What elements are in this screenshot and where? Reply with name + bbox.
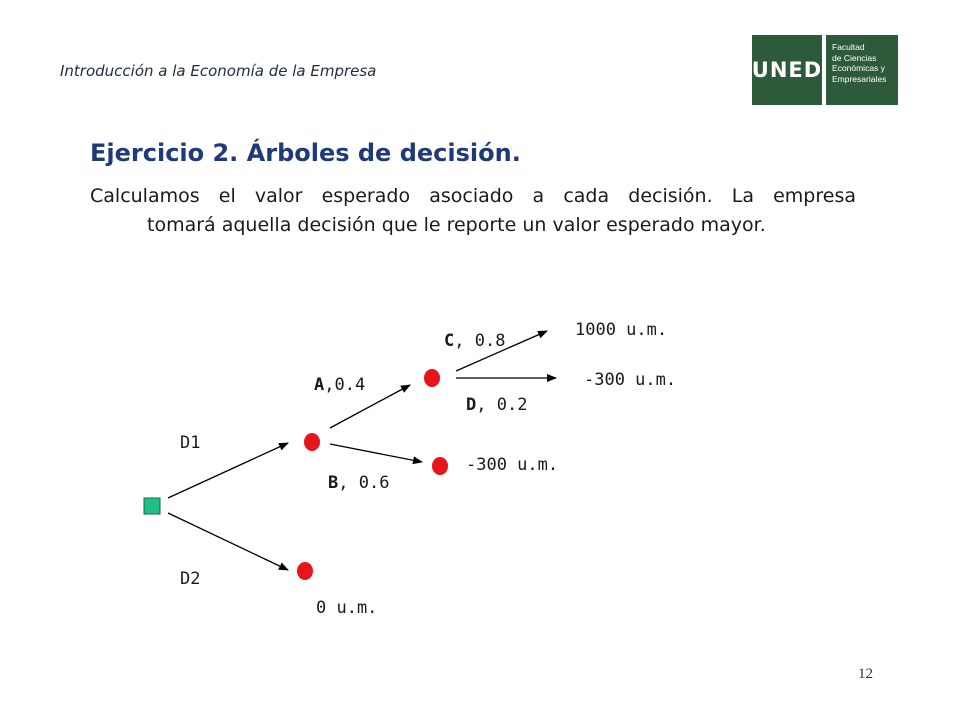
chance-node-c-d [424,369,440,387]
outcome-d: -300 u.m. [584,370,677,390]
terminal-node-b [432,457,448,475]
label-branch-a [314,375,365,395]
outcome-b: -300 u.m. [466,455,559,475]
branch-d-letter: D [466,395,477,415]
branch-b-letter: B [328,473,339,493]
logo-line: Económicas y [832,63,885,73]
decision-node [144,498,160,514]
terminal-node-d2 [297,562,313,580]
page-number: 12 [858,666,873,682]
paragraph-line: tomará aquella decisión que le reporte un valor esperado mayor. [147,214,766,236]
uned-logo-mark: UNED [752,35,822,105]
label-branch-b [328,473,389,493]
logo-line: Facultad [832,42,865,52]
logo-line: de Ciencias [832,52,877,63]
label-branch-d [466,395,527,415]
branch-c-prob: , 0.8 [454,331,506,351]
branch-b-prob: , 0.6 [338,473,390,493]
outcome-c: 1000 u.m. [575,320,668,340]
outcome-d2: 0 u.m. [316,598,378,618]
logo-line: Empresariales [832,73,887,84]
paragraph-line: Calculamos el valor esperado asociado a cada decisión. La empresa [90,185,856,207]
edge-b [330,444,422,462]
edge-d2 [168,513,288,570]
label-branch-c [444,331,505,351]
branch-a-letter: A [314,375,325,395]
branch-a-prob: ,0.4 [324,375,366,395]
branch-c-letter: C [444,331,455,351]
label-d2: D2 [180,569,201,589]
label-d1: D1 [180,433,201,453]
branch-d-prob: , 0.2 [476,395,528,415]
course-subtitle: Introducción a la Economía de la Empresa [60,62,377,80]
chance-node-a-b [304,433,320,451]
slide-title: Ejercicio 2. Árboles de decisión. [90,139,521,167]
